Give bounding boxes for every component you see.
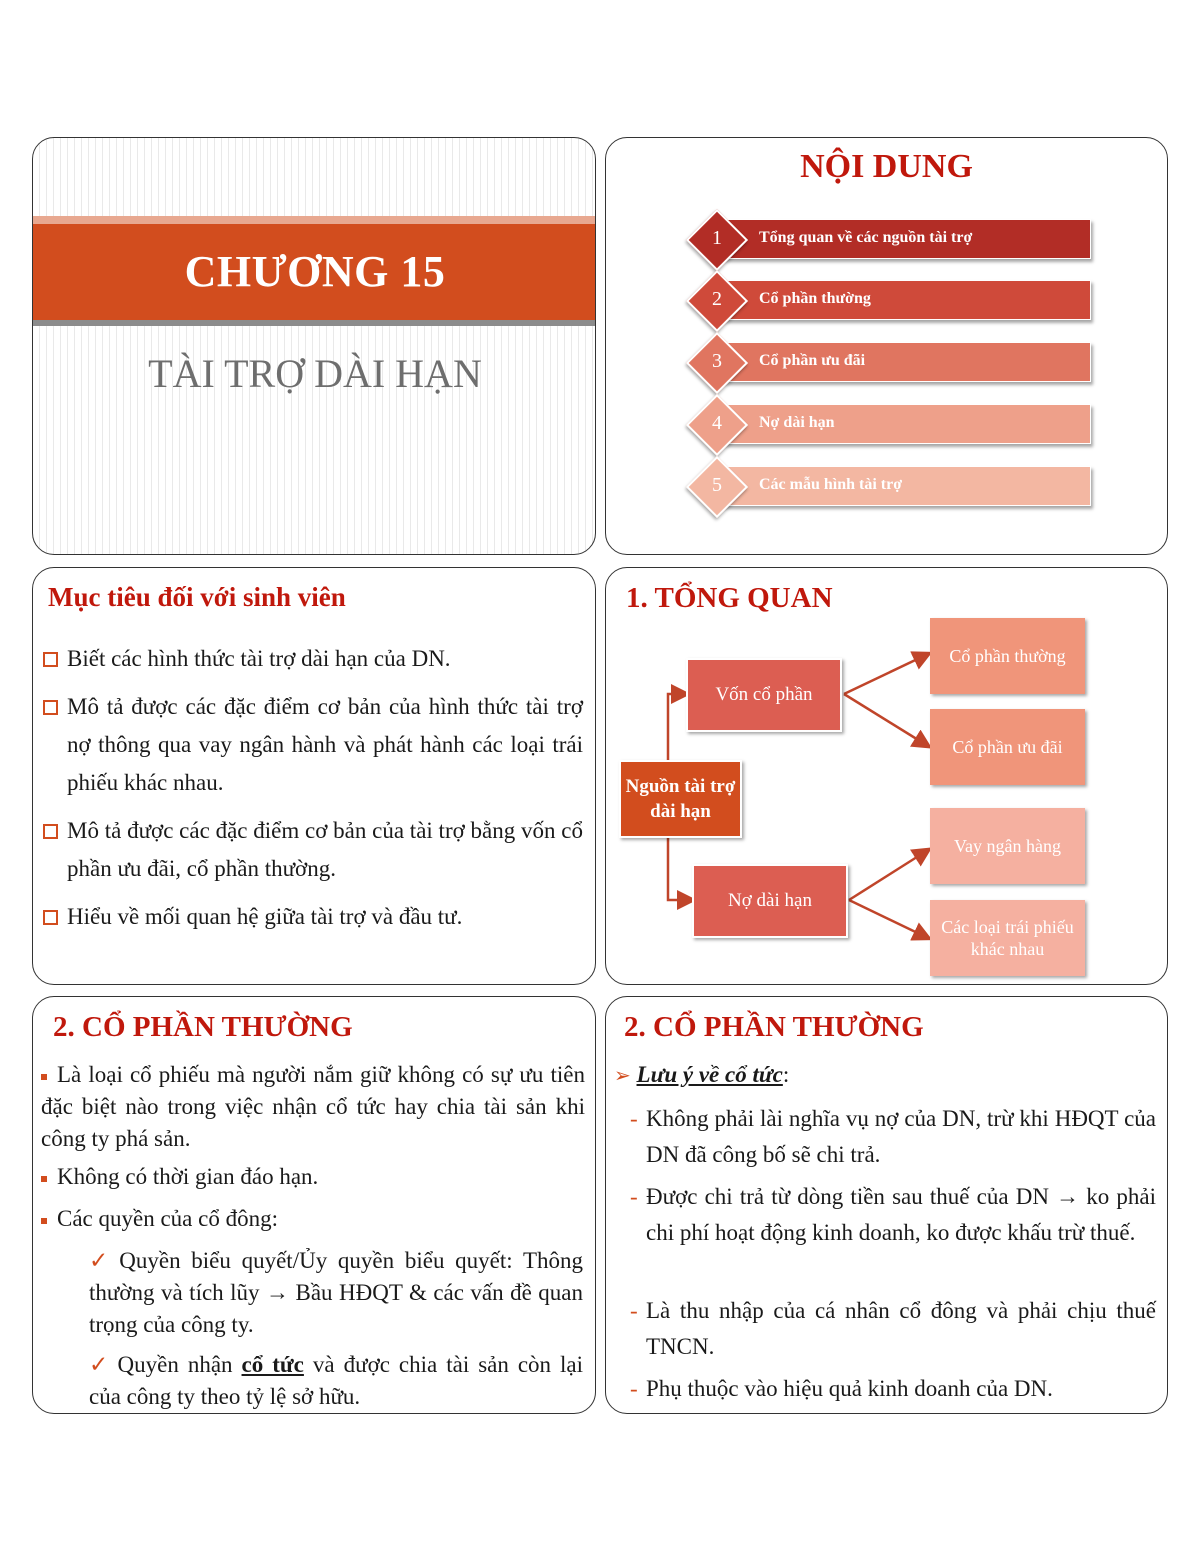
toc-label: Các mẫu hình tài trợ bbox=[759, 476, 903, 493]
connector-equity-preferred bbox=[844, 694, 928, 746]
slide-chapter-title bbox=[32, 137, 596, 555]
maturity-text: Không có thời gian đáo hạn. bbox=[57, 1164, 319, 1189]
slide-common-stock-1 bbox=[32, 996, 596, 1414]
toc-label: Cổ phần thường bbox=[759, 290, 871, 307]
slide-common-stock-2 bbox=[605, 996, 1168, 1414]
toc-label: Tổng quan về các nguồn tài trợ bbox=[759, 229, 973, 246]
square-bullet-icon bbox=[41, 1176, 47, 1182]
paragraph-definition bbox=[41, 1059, 585, 1155]
note-item bbox=[630, 1293, 1156, 1365]
checkbox-bullet-icon bbox=[43, 910, 58, 925]
toc-item bbox=[689, 274, 1099, 324]
square-bullet-icon bbox=[41, 1218, 47, 1224]
slide-overview bbox=[605, 567, 1168, 985]
voting-text: Quyền biểu quyết/Ủy quyền biểu quyết: Thông thường và tích lũy → Bầu HĐQT & các vấn đề quan trọng của công ty. bbox=[89, 1248, 583, 1337]
dash-bullet-icon: - bbox=[630, 1184, 638, 1209]
dividend-text-a: Quyền nhận bbox=[117, 1352, 233, 1377]
right-voting bbox=[89, 1245, 583, 1341]
objective-item bbox=[43, 898, 583, 936]
contents-title: NỘI DUNG bbox=[800, 148, 973, 185]
node-preferred-stock: Cổ phần ưu đãi bbox=[930, 709, 1085, 785]
right-dividend bbox=[89, 1349, 583, 1413]
connector-debt-bank bbox=[849, 850, 928, 900]
dash-bullet-icon: - bbox=[630, 1106, 638, 1131]
node-long-term-finance: Nguồn tài trợ dài hạn bbox=[619, 760, 742, 838]
toc-number: 4 bbox=[712, 412, 722, 434]
connector-root-equity bbox=[668, 694, 686, 760]
toc-number: 3 bbox=[712, 350, 722, 372]
slide-objectives bbox=[32, 567, 596, 985]
objective-text: Biết các hình thức tài trợ dài hạn của DN. bbox=[67, 646, 451, 671]
objective-text: Mô tả được các đặc điểm cơ bản của hình thức tài trợ nợ thông qua vay ngân hành và phát hành các loại trái phiếu khác nhau. bbox=[67, 694, 583, 795]
title-band-bottom bbox=[33, 320, 596, 326]
dividend-text-c: và được chia tài sản còn lại của công ty theo tỷ lệ sở hữu. bbox=[89, 1352, 584, 1409]
objective-text: Hiểu về mối quan hệ giữa tài trợ và đầu tư. bbox=[67, 904, 463, 929]
toc-label: Cổ phần ưu đãi bbox=[759, 352, 866, 369]
note-item bbox=[630, 1179, 1156, 1251]
toc-number: 1 bbox=[712, 227, 722, 249]
objective-item bbox=[43, 640, 583, 678]
objective-text: Mô tả được các đặc điểm cơ bản của tài trợ bằng vốn cổ phần ưu đãi, cổ phần thường. bbox=[67, 818, 583, 881]
checkbox-bullet-icon bbox=[43, 824, 58, 839]
node-bonds: Các loại trái phiếu khác nhau bbox=[930, 900, 1085, 976]
toc-item bbox=[689, 213, 1099, 263]
definition-text: Là loại cổ phiếu mà người nắm giữ không có sự ưu tiên đặc biệt nào trong việc nhận cổ tức hay chia tài sản khi công ty phá sản. bbox=[41, 1062, 585, 1151]
overview-title: 1. TỔNG QUAN bbox=[626, 582, 833, 614]
node-common-stock: Cổ phần thường bbox=[930, 618, 1085, 694]
rights-text: Các quyền của cổ đông: bbox=[57, 1206, 278, 1231]
check-icon: ✓ bbox=[89, 1248, 114, 1273]
dash-bullet-icon: - bbox=[630, 1298, 638, 1323]
connector-root-debt bbox=[668, 838, 692, 900]
dash-bullet-icon: - bbox=[630, 1376, 638, 1401]
common-stock-title: 2. CỔ PHẦN THƯỜNG bbox=[53, 1011, 353, 1043]
toc-item bbox=[689, 460, 1099, 510]
note-item-text: Được chi trả từ dòng tiền sau thuế của DN → ko phải chi phí hoạt động kinh doanh, ko được khấu trừ thuế. bbox=[646, 1184, 1156, 1245]
chapter-title: CHƯƠNG 15 bbox=[184, 247, 446, 296]
note-item bbox=[630, 1101, 1156, 1173]
dividend-note-heading bbox=[614, 1059, 1154, 1092]
note-item-text: Là thu nhập của cá nhân cổ đông và phải chịu thuế TNCN. bbox=[646, 1298, 1156, 1359]
objectives-list bbox=[43, 640, 583, 946]
toc-number: 5 bbox=[712, 474, 722, 496]
objective-item bbox=[43, 812, 583, 888]
toc-number: 2 bbox=[712, 288, 722, 310]
objectives-title: Mục tiêu đối với sinh viên bbox=[48, 582, 346, 612]
connector-debt-bonds bbox=[849, 900, 928, 938]
common-stock-title: 2. CỔ PHẦN THƯỜNG bbox=[624, 1011, 924, 1043]
paragraph-maturity bbox=[41, 1161, 585, 1193]
title-band-top bbox=[33, 216, 596, 224]
toc-item bbox=[689, 398, 1099, 448]
slide-contents bbox=[605, 137, 1168, 555]
paragraph-rights bbox=[41, 1203, 585, 1235]
note-item bbox=[630, 1371, 1156, 1407]
chapter-subtitle: TÀI TRỢ DÀI HẠN bbox=[148, 351, 482, 396]
toc-label: Nợ dài hạn bbox=[759, 414, 835, 431]
dividend-note-text: Lưu ý về cổ tức bbox=[636, 1062, 783, 1087]
checkbox-bullet-icon bbox=[43, 652, 58, 667]
note-item-text: Không phải lài nghĩa vụ nợ của DN, trừ khi HĐQT của DN đã công bố sẽ chi trả. bbox=[646, 1106, 1156, 1167]
checkbox-bullet-icon bbox=[43, 700, 58, 715]
square-bullet-icon bbox=[41, 1074, 47, 1080]
check-icon: ✓ bbox=[89, 1352, 112, 1377]
node-equity: Vốn cổ phần bbox=[686, 658, 842, 732]
objective-item bbox=[43, 688, 583, 802]
arrow-bullet-icon: ➢ bbox=[614, 1065, 631, 1087]
dividend-text-b: cổ tức bbox=[241, 1352, 304, 1377]
connector-equity-common bbox=[844, 654, 928, 694]
node-bank-loan: Vay ngân hàng bbox=[930, 808, 1085, 884]
note-colon: : bbox=[782, 1062, 790, 1087]
node-long-term-debt: Nợ dài hạn bbox=[692, 864, 848, 938]
toc-item bbox=[689, 336, 1099, 386]
note-item-text: Phụ thuộc vào hiệu quả kinh doanh của DN. bbox=[646, 1376, 1053, 1401]
